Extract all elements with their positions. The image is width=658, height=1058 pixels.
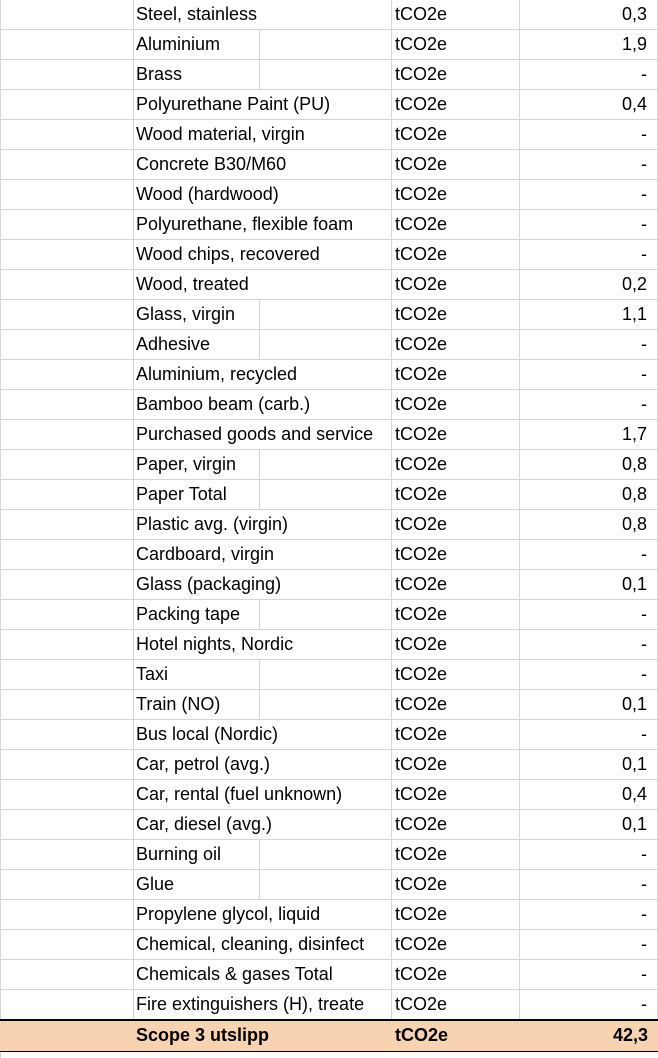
value-cell[interactable]: -	[520, 540, 658, 570]
cell-empty[interactable]	[0, 450, 134, 480]
table-row	[0, 510, 658, 540]
table-row	[0, 450, 658, 480]
cell-empty[interactable]	[260, 450, 392, 480]
unit-cell[interactable]: tCO2e	[392, 540, 520, 570]
cell-empty[interactable]	[0, 390, 134, 420]
cell-empty[interactable]	[0, 0, 134, 30]
item-name-cell[interactable]: Brass	[134, 60, 260, 90]
table-row	[0, 540, 658, 570]
table-row	[0, 990, 658, 1020]
cell-empty[interactable]	[260, 690, 392, 720]
value-cell[interactable]: 1,9	[520, 30, 658, 60]
item-name-cell[interactable]: Wood material, virgin	[134, 120, 392, 150]
table-row	[0, 30, 658, 60]
cell-empty[interactable]	[260, 600, 392, 630]
cell-empty[interactable]	[260, 480, 392, 510]
value-cell[interactable]: 0,1	[520, 810, 658, 840]
item-name-cell[interactable]: Polyurethane Paint (PU)	[134, 90, 392, 120]
table-row	[0, 840, 658, 870]
value-cell[interactable]: -	[520, 360, 658, 390]
cell-empty[interactable]	[0, 990, 134, 1020]
cell-empty[interactable]	[0, 720, 134, 750]
item-name-cell[interactable]: Polyurethane, flexible foam	[134, 210, 392, 240]
table-row	[0, 90, 658, 120]
value-cell[interactable]: -	[520, 240, 658, 270]
cell-empty[interactable]	[0, 180, 134, 210]
unit-cell[interactable]: tCO2e	[392, 720, 520, 750]
table-row	[0, 930, 658, 960]
unit-cell[interactable]: tCO2e	[392, 900, 520, 930]
item-name-cell[interactable]: Hotel nights, Nordic	[134, 630, 392, 660]
item-name-cell[interactable]: Glass, virgin	[134, 300, 260, 330]
unit-cell[interactable]: tCO2e	[392, 750, 520, 780]
table-row	[0, 330, 658, 360]
unit-cell[interactable]: tCO2e	[392, 870, 520, 900]
item-name-cell[interactable]: Wood (hardwood)	[134, 180, 392, 210]
item-name-cell[interactable]: Bus local (Nordic)	[134, 720, 392, 750]
table-row	[0, 150, 658, 180]
item-name-cell[interactable]: Car, rental (fuel unknown)	[134, 780, 392, 810]
item-name-cell[interactable]: Wood chips, recovered	[134, 240, 392, 270]
unit-cell[interactable]: tCO2e	[392, 600, 520, 630]
item-name-cell[interactable]: Steel, stainless	[134, 0, 392, 30]
unit-cell[interactable]: tCO2e	[392, 810, 520, 840]
unit-cell[interactable]: tCO2e	[392, 450, 520, 480]
item-name-cell[interactable]: Purchased goods and service	[134, 420, 392, 450]
cell-empty[interactable]	[260, 30, 392, 60]
unit-cell[interactable]: tCO2e	[392, 30, 520, 60]
cell-empty[interactable]	[0, 90, 134, 120]
cell-empty[interactable]	[0, 150, 134, 180]
table-row	[0, 570, 658, 600]
cell-empty[interactable]	[0, 810, 134, 840]
unit-cell[interactable]: tCO2e	[392, 420, 520, 450]
item-name-cell[interactable]: Wood, treated	[134, 270, 392, 300]
table-row	[0, 300, 658, 330]
item-name-cell[interactable]: Car, petrol (avg.)	[134, 750, 392, 780]
unit-cell[interactable]: tCO2e	[392, 690, 520, 720]
table-row	[0, 360, 658, 390]
cell-empty[interactable]	[0, 600, 134, 630]
item-name-cell[interactable]: Glue	[134, 870, 260, 900]
cell-empty[interactable]	[0, 840, 134, 870]
item-name-cell[interactable]: Chemical, cleaning, disinfect	[134, 930, 392, 960]
cell-empty[interactable]	[0, 750, 134, 780]
item-name-cell[interactable]: Adhesive	[134, 330, 260, 360]
value-cell[interactable]: -	[520, 390, 658, 420]
cell-empty[interactable]	[0, 510, 134, 540]
item-name-cell[interactable]: Packing tape	[134, 600, 260, 630]
value-cell[interactable]: 0,4	[520, 90, 658, 120]
value-cell[interactable]: -	[520, 720, 658, 750]
unit-cell[interactable]: tCO2e	[392, 840, 520, 870]
cell-empty[interactable]	[0, 930, 134, 960]
total-value[interactable]: 42,3	[520, 1021, 658, 1051]
item-name-cell[interactable]: Propylene glycol, liquid	[134, 900, 392, 930]
item-name-cell[interactable]: Car, diesel (avg.)	[134, 810, 392, 840]
cell-empty[interactable]	[260, 300, 392, 330]
item-name-cell[interactable]: Aluminium	[134, 30, 260, 60]
table-row	[0, 120, 658, 150]
table-row	[0, 870, 658, 900]
item-name-cell[interactable]: Burning oil	[134, 840, 260, 870]
value-cell[interactable]: 1,1	[520, 300, 658, 330]
value-cell[interactable]: 0,1	[520, 570, 658, 600]
cell-empty[interactable]	[0, 900, 134, 930]
total-label[interactable]: Scope 3 utslipp	[134, 1021, 392, 1051]
cell-empty[interactable]	[260, 840, 392, 870]
item-name-cell[interactable]: Glass (packaging)	[134, 570, 392, 600]
value-cell[interactable]: -	[520, 960, 658, 990]
table-row	[0, 60, 658, 90]
unit-cell[interactable]: tCO2e	[392, 360, 520, 390]
table-row	[0, 810, 658, 840]
item-name-cell[interactable]: Paper, virgin	[134, 450, 260, 480]
cell-empty[interactable]	[0, 780, 134, 810]
cell-empty[interactable]	[260, 60, 392, 90]
value-cell[interactable]: -	[520, 330, 658, 360]
value-cell[interactable]: 0,2	[520, 270, 658, 300]
value-cell[interactable]: -	[520, 930, 658, 960]
unit-cell[interactable]: tCO2e	[392, 960, 520, 990]
unit-cell[interactable]: tCO2e	[392, 60, 520, 90]
table-row	[0, 0, 658, 30]
value-cell[interactable]: -	[520, 990, 658, 1020]
value-cell[interactable]: 0,8	[520, 510, 658, 540]
unit-cell[interactable]: tCO2e	[392, 210, 520, 240]
item-name-cell[interactable]: Train (NO)	[134, 690, 260, 720]
cell-empty[interactable]	[0, 330, 134, 360]
value-cell[interactable]: 0,1	[520, 750, 658, 780]
cell-empty[interactable]	[0, 870, 134, 900]
unit-cell[interactable]: tCO2e	[392, 930, 520, 960]
table-row	[0, 240, 658, 270]
item-name-cell[interactable]: Aluminium, recycled	[134, 360, 392, 390]
item-name-cell[interactable]: Fire extinguishers (H), treate	[134, 990, 392, 1020]
cell-empty[interactable]	[0, 660, 134, 690]
unit-cell[interactable]: tCO2e	[392, 0, 520, 30]
unit-cell[interactable]: tCO2e	[392, 90, 520, 120]
unit-cell[interactable]: tCO2e	[392, 510, 520, 540]
cell-empty[interactable]	[260, 330, 392, 360]
unit-cell[interactable]: tCO2e	[392, 270, 520, 300]
value-cell[interactable]: 1,7	[520, 420, 658, 450]
table-row	[0, 480, 658, 510]
unit-cell[interactable]: tCO2e	[392, 570, 520, 600]
cell-empty[interactable]	[0, 240, 134, 270]
total-unit[interactable]: tCO2e	[392, 1021, 520, 1051]
cell-empty[interactable]	[0, 210, 134, 240]
cell-empty[interactable]	[0, 300, 134, 330]
unit-cell[interactable]: tCO2e	[392, 480, 520, 510]
table-row	[0, 960, 658, 990]
unit-cell[interactable]: tCO2e	[392, 390, 520, 420]
value-cell[interactable]: -	[520, 150, 658, 180]
unit-cell[interactable]: tCO2e	[392, 240, 520, 270]
value-cell[interactable]: 0,4	[520, 780, 658, 810]
table-row	[0, 180, 658, 210]
unit-cell[interactable]: tCO2e	[392, 150, 520, 180]
cell-empty[interactable]	[0, 690, 134, 720]
table-row	[0, 270, 658, 300]
unit-cell[interactable]: tCO2e	[392, 330, 520, 360]
total-bottom-border	[0, 1051, 658, 1052]
table-row	[0, 690, 658, 720]
item-name-cell[interactable]: Chemicals & gases Total	[134, 960, 392, 990]
cell-empty[interactable]	[260, 870, 392, 900]
value-cell[interactable]: -	[520, 60, 658, 90]
table-row	[0, 720, 658, 750]
value-cell[interactable]: 0,8	[520, 480, 658, 510]
unit-cell[interactable]: tCO2e	[392, 660, 520, 690]
table-row	[0, 420, 658, 450]
value-cell[interactable]: 0,1	[520, 690, 658, 720]
item-name-cell[interactable]: Paper Total	[134, 480, 260, 510]
cell-empty[interactable]	[0, 60, 134, 90]
unit-cell[interactable]: tCO2e	[392, 780, 520, 810]
value-cell[interactable]: -	[520, 120, 658, 150]
value-cell[interactable]: -	[520, 840, 658, 870]
table-row	[0, 600, 658, 630]
table-row	[0, 750, 658, 780]
value-cell[interactable]: -	[520, 900, 658, 930]
item-name-cell[interactable]: Plastic avg. (virgin)	[134, 510, 392, 540]
item-name-cell[interactable]: Taxi	[134, 660, 260, 690]
table-row	[0, 660, 658, 690]
unit-cell[interactable]: tCO2e	[392, 990, 520, 1020]
cell-empty[interactable]	[0, 480, 134, 510]
table-row	[0, 390, 658, 420]
table-row	[0, 210, 658, 240]
table-row	[0, 630, 658, 660]
item-name-cell[interactable]: Cardboard, virgin	[134, 540, 392, 570]
table-row	[0, 780, 658, 810]
cell-empty[interactable]	[0, 420, 134, 450]
value-cell[interactable]: -	[520, 870, 658, 900]
unit-cell[interactable]: tCO2e	[392, 180, 520, 210]
table-row	[0, 900, 658, 930]
cell-empty[interactable]	[0, 570, 134, 600]
value-cell[interactable]: -	[520, 210, 658, 240]
unit-cell[interactable]: tCO2e	[392, 630, 520, 660]
value-cell[interactable]: -	[520, 180, 658, 210]
cell-empty[interactable]	[0, 120, 134, 150]
total-row	[0, 1021, 658, 1051]
value-cell[interactable]: 0,3	[520, 0, 658, 30]
cell-empty[interactable]	[0, 630, 134, 660]
unit-cell[interactable]: tCO2e	[392, 300, 520, 330]
cell-empty[interactable]	[0, 540, 134, 570]
cell-empty[interactable]	[0, 270, 134, 300]
unit-cell[interactable]: tCO2e	[392, 120, 520, 150]
value-cell[interactable]: -	[520, 600, 658, 630]
value-cell[interactable]: -	[520, 630, 658, 660]
cell-empty[interactable]	[0, 960, 134, 990]
item-name-cell[interactable]: Bamboo beam (carb.)	[134, 390, 392, 420]
total-cell-a[interactable]	[0, 1021, 134, 1051]
value-cell[interactable]: 0,8	[520, 450, 658, 480]
item-name-cell[interactable]: Concrete B30/M60	[134, 150, 392, 180]
cell-empty[interactable]	[0, 360, 134, 390]
cell-empty[interactable]	[260, 660, 392, 690]
cell-empty[interactable]	[0, 30, 134, 60]
value-cell[interactable]: -	[520, 660, 658, 690]
